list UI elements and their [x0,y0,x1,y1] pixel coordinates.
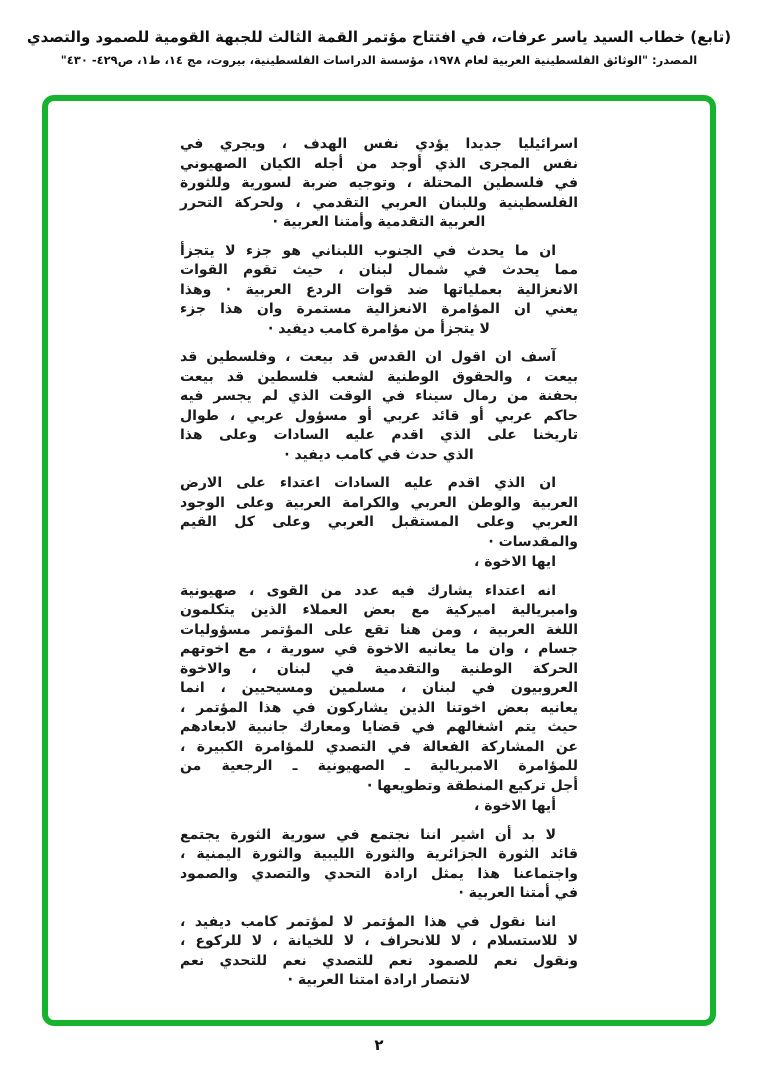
text-line: ان ما يحدث في الجنوب اللبناني هو جزء لا يتجزأ [180,242,556,259]
page-number: ٢ [374,1036,384,1054]
text-line: عن المشاركة الفعالة في التصدي للمؤامرة الكبيرة ، [180,738,578,755]
text-line: بيعت ، والحقوق الوطنية لشعب فلسطين قد بيعت [180,368,578,385]
text-line: تاريخنا على الذي اقدم عليه السادات وعلى هذا [180,427,578,443]
text-line: اننا نقول في هذا المؤتمر لا لمؤتمر كامب ديفيد ، [180,913,556,930]
text-line: العربي وعلى المستقبل العربي وعلى كل القيم [180,514,578,530]
paragraph [180,913,578,991]
text-line: والمقدسات · [488,533,578,550]
text-line: الانعزالية بعملياتها ضد قوات الردع العربية · وهذا [180,281,578,298]
text-line: العربية التقدمية وأمتنا العربية · [272,214,486,230]
document-header [0,28,758,67]
paragraph [180,242,578,340]
document-frame [42,95,716,1026]
text-line: للمؤامرة الامبريالية ـ الصهيونية ـ الرجعية من [180,758,578,774]
text-line: الذي حدث في كامب ديفيد · [284,446,474,463]
text-line: لا بد أن اشير اننا نجتمع في سورية الثورة يجتمع [180,826,556,843]
document-title: (تابع) خطاب السيد ياسر عرفات، في افتتاح مؤتمر القمة الثالث للجبهة القومية للصمود والتصدي [26,28,732,46]
text-line: لانتصار ارادة امتنا العربية · [287,972,471,988]
text-line: أجل تركيع المنطقة وتطويعها · [367,777,578,794]
text-line: ان الذي اقدم عليه السادات اعتداء على الارض [180,475,556,491]
text-line: العروبيون في لبنان ، مسلمين ومسيحيين ، انما [180,680,578,696]
text-line: يعني ان المؤامرة الانعزالية مستمرة وان هذا جزء [180,301,578,317]
text-line: الفلسطينية وللبنان العربي التقدمي ، ولحركة التحرر [180,194,578,211]
text-line: في فلسطين المحتلة ، وتوجيه ضربة لسورية وللثورة [180,175,578,191]
text-line: قائد الثورة الجزائرية والثورة الليبية والثورة اليمنية ، [180,846,578,862]
text-line: واجتماعنا هذا يمثل ارادة التحدي والتصدي والصمود [180,865,578,882]
document-body [180,135,578,991]
paragraph [180,826,578,904]
paragraph [180,135,578,233]
text-line: آسف ان اقول ان القدس قد بيعت ، وفلسطين قد [180,349,556,365]
text-line: جسام ، وان ما يعانيه الاخوة في سورية ، مع اخوتهم [180,641,578,657]
paragraph [180,582,578,797]
text-line: حيث يتم اشغالهم في قضايا ومعارك جانبية لابعادهم [180,719,578,735]
text-line: اسرائيليا جديدا يؤدي نفس الهدف ، ويجري في [180,136,578,152]
paragraph [180,474,578,552]
paragraph [180,348,578,465]
document-source-citation: المصدر: "الوثائق الفلسطينية العربية لعام ١٩٧٨، مؤسسة الدراسات الفلسطينية، بيروت، مج ١٤، ط١، ص٤٢٩- ٤٣٠" [60,53,698,67]
text-line: ايها الاخوة ، [474,554,556,570]
text-line: بحفنة من رمال سيناء في الوقت الذي لم يجسر فيه [180,388,578,404]
text-line: انه اعتداء يشارك فيه عدد من القوى ، صهيونية [180,582,556,599]
text-line: ونقول نعم للصمود نعم للتصدي نعم للتحدي نعم [180,952,578,969]
text-line: لا يتجزأ من مؤامرة كامب ديفيد · [268,320,490,337]
text-line: يعانيه بعض اخوتنا الذين يشاركون في هذا المؤتمر ، [180,699,578,716]
text-line: مما يحدث في شمال لبنان ، حيث تقوم القوات [180,262,578,278]
text-line: في أمتنا العربية · [458,885,578,901]
text-line: الحركة الوطنية والتقدمية في لبنان ، والاخوة [180,660,578,677]
paragraph [180,797,578,817]
text-line: حاكم عربي أو قائد عربي أو مسؤول عربي ، طوال [180,407,578,424]
text-line: العربية والوطن العربي والكرامة العربية وعلى الوجود [180,494,578,511]
text-line: اللغة العربية ، ومن هنا تقع على المؤتمر مسؤوليات [180,621,578,638]
text-line: نفس المجرى الذي أوجد من أجله الكيان الصهيوني [180,155,578,172]
text-line: وامبريالية اميركية مع بعض العملاء الذين يتكلمون [180,602,578,618]
text-line: لا للاستسلام ، لا للانحراف ، لا للخيانة ، لا للركوع ، [180,933,578,949]
text-line: أيها الاخوة ، [474,798,556,814]
paragraph [180,553,578,573]
